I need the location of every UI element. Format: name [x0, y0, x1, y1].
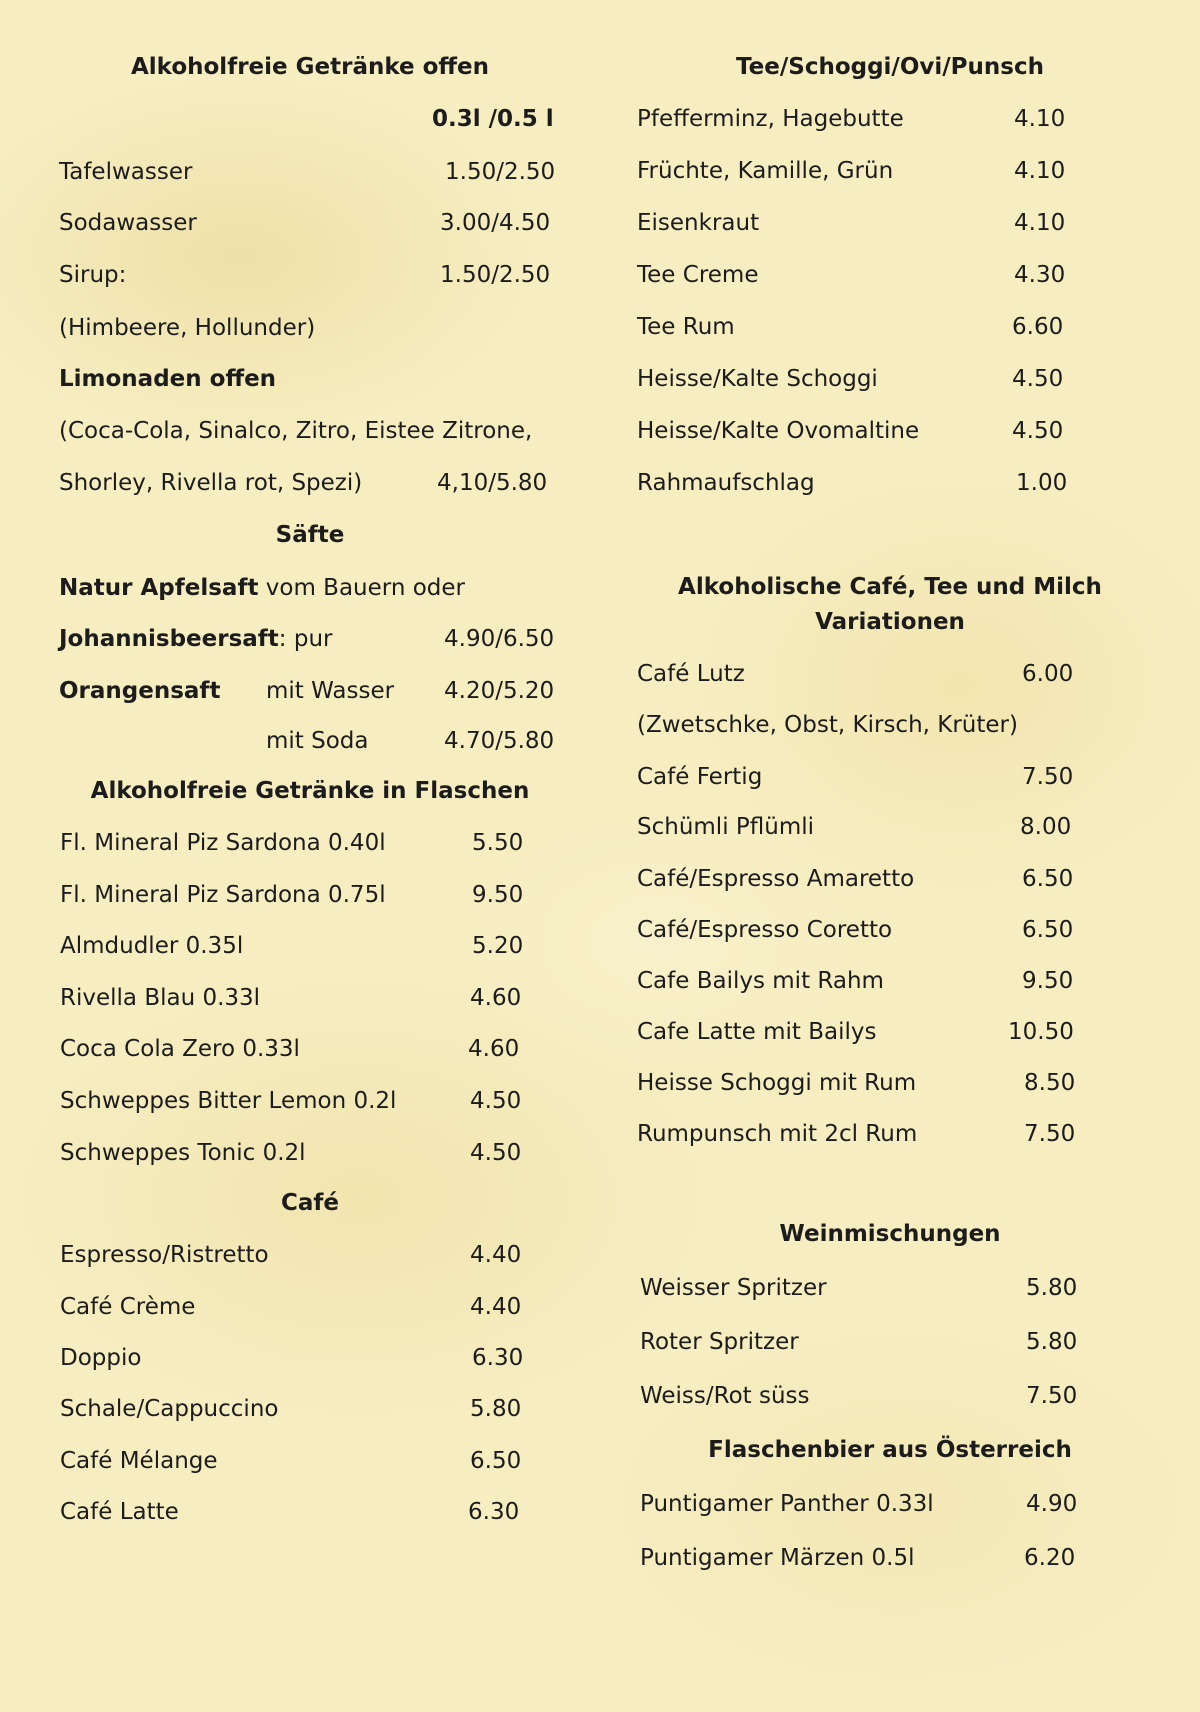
menu-item-price: 5.80 — [470, 1396, 522, 1422]
menu-item-name: Schweppes Bitter Lemon 0.2l — [60, 1088, 397, 1114]
menu-item-price: 6.50 — [1022, 917, 1074, 943]
menu-item-price: 4.50 — [470, 1140, 522, 1166]
johannisbeersaft-line — [59, 624, 333, 654]
menu-item-name: Café Latte — [60, 1499, 179, 1525]
menu-item-name: Puntigamer Märzen 0.5l — [640, 1545, 915, 1571]
menu-item-name: Sodawasser — [59, 210, 197, 236]
menu-item-price: 4,10/5.80 — [437, 470, 548, 496]
menu-item-price: 6.30 — [468, 1499, 520, 1525]
menu-item-price: 4.10 — [1014, 106, 1066, 132]
menu-item-name: Pfefferminz, Hagebutte — [637, 106, 904, 132]
menu-item-name: Puntigamer Panther 0.33l — [640, 1491, 934, 1517]
menu-item-price: 5.50 — [472, 830, 524, 856]
menu-item-name: Café Fertig — [637, 764, 763, 790]
menu-item-name: Café Crème — [60, 1294, 196, 1320]
menu-item-price: 4.10 — [1014, 210, 1066, 236]
mit-soda-label: mit Soda — [266, 728, 369, 754]
menu-item-price: 7.50 — [1026, 1383, 1078, 1409]
menu-item-name: Schale/Cappuccino — [60, 1396, 279, 1422]
menu-item-name: Eisenkraut — [637, 210, 760, 236]
heading-alk-cafe: Alkoholische Café, Tee und Milch — [678, 574, 1102, 600]
menu-item-price: 8.00 — [1020, 814, 1072, 840]
menu-item-name: Doppio — [60, 1345, 142, 1371]
menu-item-name: Rivella Blau 0.33l — [60, 985, 261, 1011]
heading-tee: Tee/Schoggi/Ovi/Punsch — [736, 54, 1044, 80]
menu-item-price: 3.00/4.50 — [440, 210, 551, 236]
menu-item-name: Weiss/Rot süss — [640, 1383, 810, 1409]
menu-item-name: Roter Spritzer — [640, 1329, 799, 1355]
menu-item-name: Schümli Pflümli — [637, 814, 815, 840]
menu-item-name: Cafe Latte mit Bailys — [637, 1019, 877, 1045]
menu-item-price: 4.40 — [470, 1242, 522, 1268]
menu-item-name: Rumpunsch mit 2cl Rum — [637, 1121, 918, 1147]
menu-item-price: 9.50 — [1022, 968, 1074, 994]
menu-item-name: Schweppes Tonic 0.2l — [60, 1140, 306, 1166]
menu-item-name: Almdudler 0.35l — [60, 933, 244, 959]
menu-item-name: Sirup: — [59, 262, 127, 288]
apfelsaft-note: vom Bauern oder — [265, 575, 465, 601]
menu-item-price: 6.50 — [1022, 866, 1074, 892]
menu-item-name: Rahmaufschlag — [637, 470, 815, 496]
menu-item-name: Tee Creme — [637, 262, 759, 288]
menu-item-price: 4.90/6.50 — [444, 626, 555, 652]
menu-item-price: 7.50 — [1024, 1121, 1076, 1147]
menu-item-price: 8.50 — [1024, 1070, 1076, 1096]
menu-item-price: 5.20 — [472, 933, 524, 959]
menu-item-price: 6.30 — [472, 1345, 524, 1371]
menu-item-name: Coca Cola Zero 0.33l — [60, 1036, 300, 1062]
menu-item-price: 4.50 — [1012, 366, 1064, 392]
limonaden-heading: Limonaden offen — [59, 366, 277, 392]
menu-item-price: 5.80 — [1026, 1329, 1078, 1355]
menu-item-price: 6.50 — [470, 1448, 522, 1474]
menu-item-price: 9.50 — [472, 882, 524, 908]
heading-cafe: Café — [280, 1190, 339, 1216]
size-header: 0.3l /0.5 l — [432, 106, 554, 132]
heading-bier: Flaschenbier aus Österreich — [708, 1437, 1072, 1463]
menu-item-price: 4.60 — [470, 985, 522, 1011]
menu-item-price: 4.60 — [468, 1036, 520, 1062]
mit-wasser-label: mit Wasser — [266, 678, 395, 704]
menu-item-price: 6.60 — [1012, 314, 1064, 340]
heading-saefte: Säfte — [275, 522, 345, 548]
menu-item-price: 7.50 — [1022, 764, 1074, 790]
menu-item-name: Weisser Spritzer — [640, 1275, 827, 1301]
menu-item-price: 4.90 — [1026, 1491, 1078, 1517]
menu-item-price: 1.50/2.50 — [440, 262, 551, 288]
menu-item-name: Café/Espresso Coretto — [637, 917, 893, 943]
menu-item-price: 4.10 — [1014, 158, 1066, 184]
menu-item-price: 4.50 — [470, 1088, 522, 1114]
menu-item-name: Früchte, Kamille, Grün — [637, 158, 894, 184]
menu-item-price: 4.70/5.80 — [444, 728, 555, 754]
menu-item-price: 4.30 — [1014, 262, 1066, 288]
menu-item-name: Heisse Schoggi mit Rum — [637, 1070, 917, 1096]
menu-item-name: Heisse/Kalte Ovomaltine — [637, 418, 920, 444]
menu-item-price: 6.00 — [1022, 661, 1074, 687]
apfelsaft-label: Natur Apfelsaft — [59, 575, 259, 601]
limonaden-list: Shorley, Rivella rot, Spezi) — [59, 470, 363, 496]
menu-item-name: Fl. Mineral Piz Sardona 0.75l — [60, 882, 386, 908]
lutz-note: (Zwetschke, Obst, Kirsch, Krüter) — [637, 712, 1018, 738]
menu-item-name: Café Lutz — [637, 661, 745, 687]
menu-item-price: 6.20 — [1024, 1545, 1076, 1571]
pur-label: : pur — [278, 626, 333, 652]
menu-item-price: 4.20/5.20 — [444, 678, 555, 704]
menu-item-name: Tafelwasser — [59, 159, 193, 185]
menu-item-price: 1.50/2.50 — [445, 159, 556, 185]
menu-item-name: Tee Rum — [637, 314, 735, 340]
sirup-note: (Himbeere, Hollunder) — [59, 315, 316, 341]
johannisbeersaft-label: Johannisbeersaft — [59, 626, 279, 652]
menu-item-price: 5.80 — [1026, 1275, 1078, 1301]
limonaden-list: (Coca-Cola, Sinalco, Zitro, Eistee Zitrone, — [59, 418, 533, 444]
heading-alk-cafe-2: Variationen — [815, 609, 965, 635]
menu-item-name: Fl. Mineral Piz Sardona 0.40l — [60, 830, 386, 856]
menu-item-name: Espresso/Ristretto — [60, 1242, 269, 1268]
menu-item-name: Heisse/Kalte Schoggi — [637, 366, 878, 392]
menu-item-price: 4.50 — [1012, 418, 1064, 444]
apfelsaft-line — [59, 573, 465, 603]
heading-flaschen: Alkoholfreie Getränke in Flaschen — [90, 778, 530, 804]
menu-item-name: Café Mélange — [60, 1448, 218, 1474]
menu-item-price: 4.40 — [470, 1294, 522, 1320]
menu-item-price: 1.00 — [1016, 470, 1068, 496]
menu-item-name: Cafe Bailys mit Rahm — [637, 968, 884, 994]
heading-alkoholfrei-offen: Alkoholfreie Getränke offen — [130, 54, 490, 80]
menu-item-price: 10.50 — [1008, 1019, 1074, 1045]
orangensaft-label: Orangensaft — [59, 678, 221, 704]
heading-wein: Weinmischungen — [779, 1221, 1001, 1247]
menu-item-name: Café/Espresso Amaretto — [637, 866, 915, 892]
